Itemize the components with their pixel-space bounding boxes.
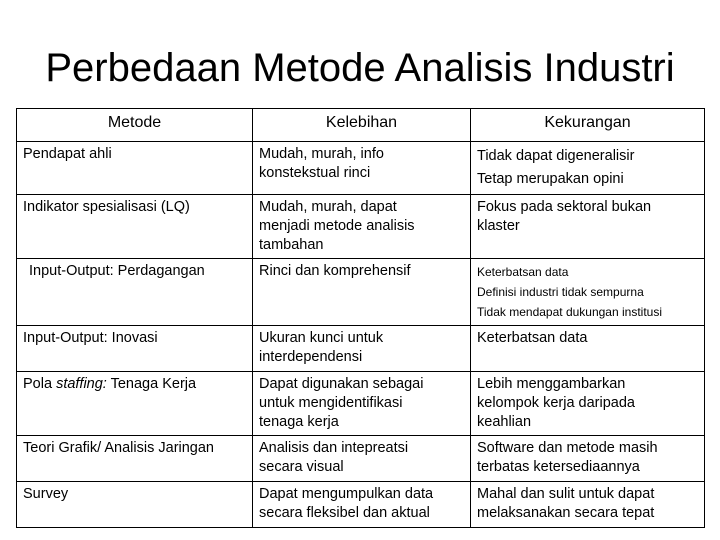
cell-kekurangan [471,259,705,326]
kelebihan-line: Mudah, murah, info [259,146,384,162]
table-row [17,326,705,372]
kekurangan-line: Tidak mendapat dukungan institusi [477,305,663,319]
cell-kekurangan [471,372,705,436]
metode-text: Input-Output: Perdagangan [29,263,205,279]
kelebihan-line: Analisis dan intepreatsi [259,440,409,456]
kekurangan-line: terbatas ketersediaannya [477,459,640,475]
metode-text: Survey [23,486,69,502]
kekurangan-line: Mahal dan sulit untuk dapat [477,486,655,502]
table-row [17,195,705,259]
cell-metode [17,482,253,528]
kelebihan-line: Dapat digunakan sebagai [259,376,424,392]
kekurangan-line: Tetap merupakan opini [477,171,624,187]
slide-title: Perbedaan Metode Analisis Industri [45,46,675,90]
cell-kelebihan [253,142,471,195]
header-metode: Metode [17,109,253,142]
cell-kelebihan [253,482,471,528]
header-row [17,109,705,142]
table-row [17,436,705,482]
kelebihan-line: Ukuran kunci untuk [259,330,384,346]
cell-metode [17,436,253,482]
metode-text: Pendapat ahli [23,146,112,162]
metode-text: Indikator spesialisasi (LQ) [23,199,190,215]
kelebihan-line: Dapat mengumpulkan data [259,486,434,502]
table-row [17,142,705,195]
kelebihan-line: secara fleksibel dan aktual [259,505,430,521]
cell-kelebihan [253,326,471,372]
header-kelebihan: Kelebihan [253,109,471,142]
kelebihan-line: interdependensi [259,349,363,365]
cell-metode [17,372,253,436]
kekurangan-line: Definisi industri tidak sempurna [477,285,644,299]
kelebihan-line: Mudah, murah, dapat [259,199,397,215]
kelebihan-line: tambahan [259,237,324,253]
metode-text: Input-Output: Inovasi [23,330,158,346]
kelebihan-line: untuk mengidentifikasi [259,395,403,411]
cell-metode [17,259,253,326]
metode-prefix: Pola [23,376,57,392]
cell-kekurangan [471,195,705,259]
kekurangan-line: Keterbatsan data [477,330,588,346]
cell-kelebihan [253,259,471,326]
kekurangan-line: klaster [477,218,520,234]
kelebihan-line: secara visual [259,459,344,475]
kelebihan-line: tenaga kerja [259,414,339,430]
cell-kekurangan [471,142,705,195]
cell-kekurangan [471,482,705,528]
kekurangan-line: Lebih menggambarkan [477,376,626,392]
table-row [17,482,705,528]
kekurangan-line: kelompok kerja daripada [477,395,635,411]
table-row [17,259,705,326]
cell-metode [17,326,253,372]
metode-suffix: Tenaga Kerja [106,376,197,392]
cell-metode [17,142,253,195]
kelebihan-line: Rinci dan komprehensif [259,263,411,279]
kelebihan-line: menjadi metode analisis [259,218,415,234]
kekurangan-line: keahlian [477,414,532,430]
kekurangan-line: Keterbatsan data [477,265,569,279]
kelebihan-line: konstekstual rinci [259,165,371,181]
kekurangan-line: Fokus pada sektoral bukan [477,199,652,215]
cell-kekurangan [471,326,705,372]
table-row [17,372,705,436]
cell-kelebihan [253,372,471,436]
metode-italic: staffing: [56,376,107,392]
kekurangan-line: Tidak dapat digeneralisir [477,148,635,164]
comparison-table [16,108,705,528]
cell-kekurangan [471,436,705,482]
cell-kelebihan [253,195,471,259]
metode-text: Teori Grafik/ Analisis Jaringan [23,440,214,456]
cell-metode [17,195,253,259]
kekurangan-line: melaksanakan secara tepat [477,505,655,521]
cell-kelebihan [253,436,471,482]
kekurangan-line: Software dan metode masih [477,440,658,456]
header-kekurangan: Kekurangan [471,109,705,142]
